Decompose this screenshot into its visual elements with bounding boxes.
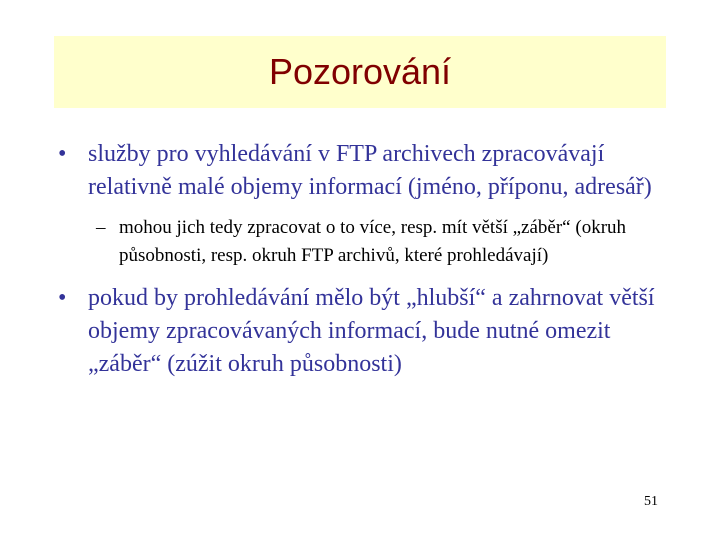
bullet-item-2 [58,282,668,381]
bullet-text: pokud by prohledávání mělo být „hlubší“ a zahrnovat větší objemy zpracovávaných informací, bude nutné omezit „záběr“ (zúžit okruh působnosti) [88,285,655,377]
title-box [54,36,666,108]
sub-bullet-marker: – [96,217,106,238]
slide-title: Pozorování [268,51,452,92]
bullet-marker: • [58,141,67,167]
sub-bullet-item [96,214,668,270]
bullet-marker: • [58,285,67,311]
bullet-text: služby pro vyhledávání v FTP archivech zpracovávají relativně malé objemy informací (jméno, příponu, adresář) [88,141,652,200]
bullet-item-1 [58,138,668,204]
page-number: 51 [644,494,658,509]
sub-bullet-text: mohou jich tedy zpracovat o to více, resp. mít větší „záběr“ (okruh působnosti, resp. okruh FTP archivů, které prohledávají) [119,217,627,266]
slide-content [58,138,668,381]
